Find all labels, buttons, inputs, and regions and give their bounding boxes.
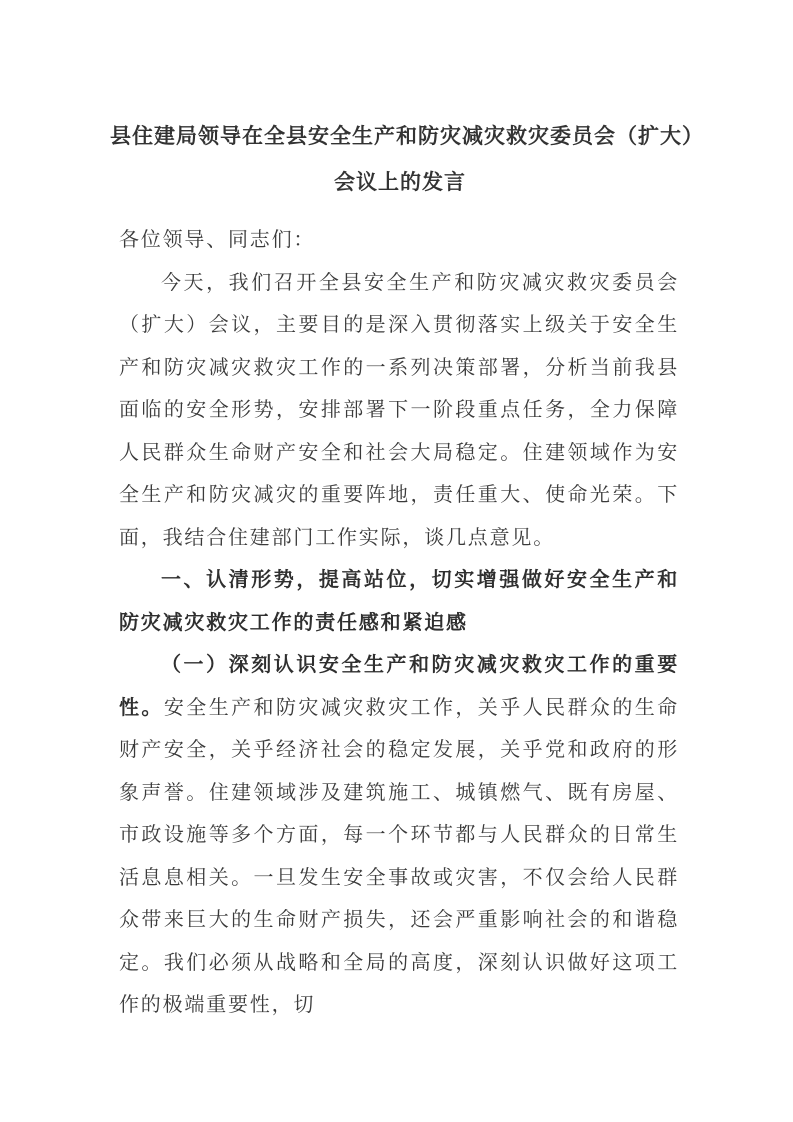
salutation: 各位领导、同志们： (119, 227, 316, 251)
section-1-heading: 一、认清形势，提高站位，切实增强做好安全生产和防灾减灾救灾工作的责任感和紧迫感 (119, 567, 679, 634)
intro-paragraph: 今天，我们召开全县安全生产和防灾减灾救灾委员会（扩大）会议，主要目的是深入贯彻落实上级关于安全生产和防灾减灾救灾工作的一系列决策部署，分析当前我县面临的安全形势，安排部署下一阶段重点任务，全力保障人民群众生命财产安全和社会大局稳定。住建领域作为安全生产和防灾减灾的重要阵地，责任重大、使命光荣。下面，我结合住建部门工作实际，谈几点意见。 (119, 269, 679, 549)
subsection-1-body: 安全生产和防灾减灾救灾工作，关乎人民群众的生命财产安全，关乎经济社会的稳定发展，关乎党和政府的形象声誉。住建领域涉及建筑施工、城镇燃气、既有房屋、市政设施等多个方面，每一个环节都与人民群众的日常生活息息相关。一旦发生安全事故或灾害，不仅会给人民群众带来巨大的生命财产损失，还会严重影响社会的和谐稳定。我们必须从战略和全局的高度，深刻认识做好这项工作的极端重要性，切 (119, 694, 679, 1016)
document-title-line-2: 会议上的发言 (334, 169, 466, 194)
document-body (119, 218, 679, 1026)
document-title-line-1: 县住建局领导在全县安全生产和防灾减灾救灾委员会（扩大） (110, 123, 704, 148)
subsection-1-paragraph (119, 643, 679, 1026)
subsection-1-heading: （一）深刻认识安全生产和防灾减灾救灾工作的重要性。 (119, 652, 679, 719)
